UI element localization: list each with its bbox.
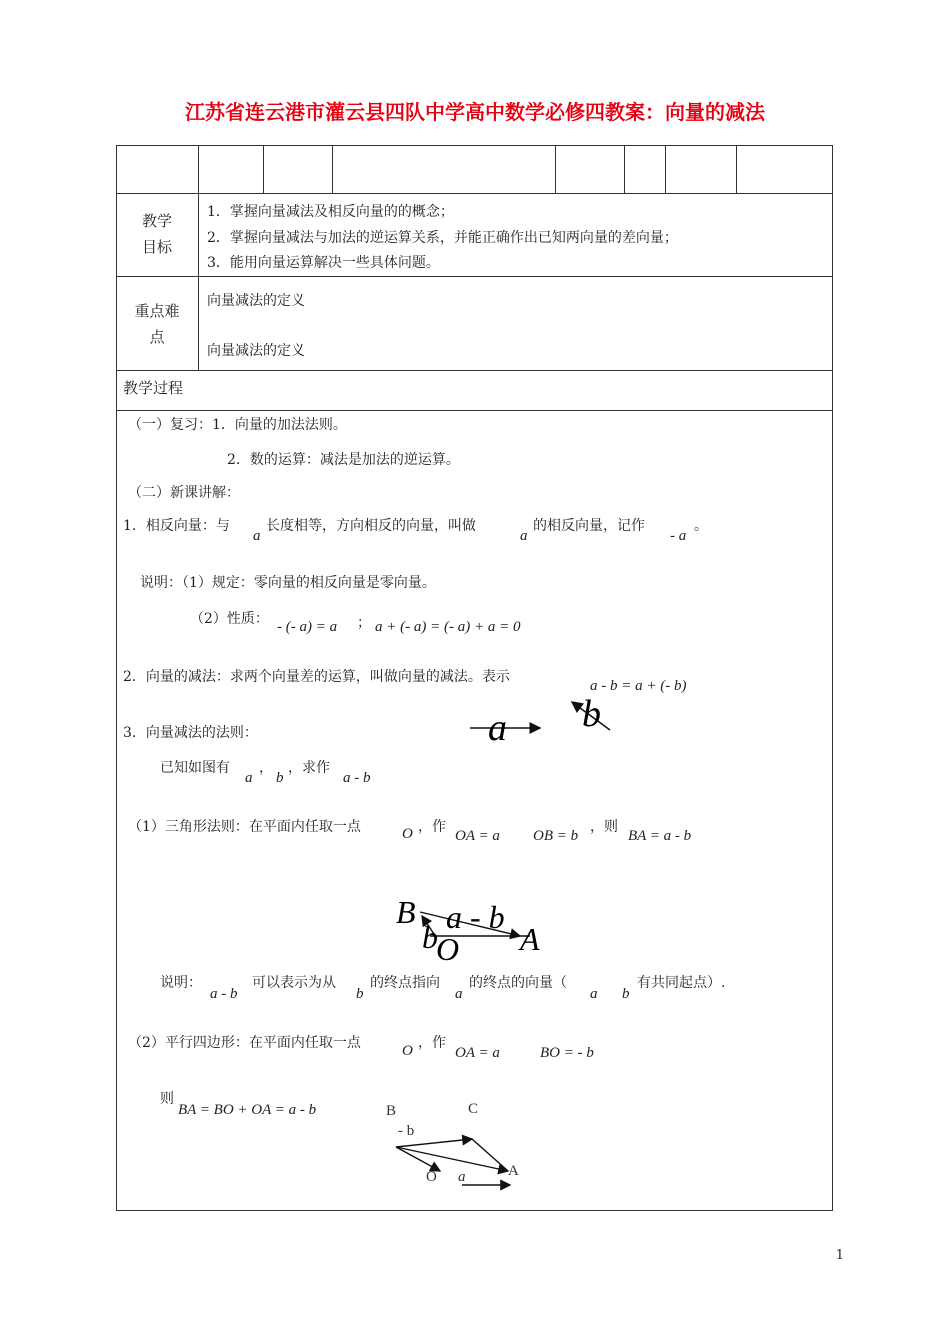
goal-item-2: 2．掌握向量减法与加法的逆运算关系，并能正确作出已知两向量的差向量；: [207, 230, 678, 246]
opposite-vector-def: 1．相反向量：与: [123, 518, 230, 534]
point-O-label: O: [436, 931, 460, 965]
symbol-a: a: [253, 528, 261, 544]
formula-ba: BA = a - b: [628, 828, 692, 844]
point-A-label: A: [520, 921, 540, 957]
parallelogram-rule-text: （2）平行四边形：在平面内任取一点: [128, 1035, 361, 1051]
formula-para-oa: OA = a: [455, 1045, 500, 1061]
neg-b-label: - b: [398, 1123, 415, 1139]
point-O-label: O: [426, 1169, 437, 1185]
document-title: 江苏省连云港市灌云县四队中学高中数学必修四教案：向量的减法: [185, 100, 765, 124]
formula-sum-zero: a + (- a) = (- a) + a = 0: [375, 619, 521, 635]
goals-label: 教学 目标: [141, 212, 172, 256]
point-C-label: C: [468, 1101, 479, 1117]
a-minus-b-label: a - b: [446, 899, 505, 935]
formula-double-negation: - (- a) = a: [277, 619, 338, 635]
process-label: 教学过程: [123, 379, 184, 397]
vector-b-label: b: [422, 919, 438, 955]
formula-para-ba: BA = BO + OA = a - b: [178, 1102, 317, 1118]
symbol-neg-a: - a: [670, 528, 687, 544]
formula-oa: OA = a: [455, 828, 500, 844]
symbol-a: a: [520, 528, 528, 544]
page-number: 1: [835, 1248, 844, 1263]
point-B-label: B: [386, 1103, 397, 1119]
goal-item-3: 3．能用向量运算解决一些具体问题。: [207, 255, 440, 271]
keypoints-label: 重点难 点: [134, 302, 180, 346]
note-property: （2）性质：: [190, 611, 269, 627]
triangle-rule-text: （1）三角形法则：在平面内任取一点: [128, 819, 361, 835]
goal-item-1: 1．掌握向量减法及相反向量的的概念；: [207, 204, 454, 220]
formula-ob: OB = b: [533, 828, 579, 844]
point-B-label: B: [396, 894, 416, 930]
subtraction-def: 2．向量的减法：求两个向量差的运算，叫做向量的减法。表示: [123, 669, 510, 685]
difficulty-text: 向量减法的定义: [207, 343, 305, 359]
review-item-2: 2．数的运算：减法是加法的逆运算。: [227, 452, 460, 468]
vector-a-label: a: [458, 1169, 466, 1185]
note-difference: 说明：: [160, 975, 202, 991]
formula-para-bo: BO = - b: [540, 1045, 594, 1061]
figure-parallelogram-rule: [380, 1095, 540, 1195]
figure-triangle-rule: [390, 890, 560, 965]
review-heading: （一）复习：1．向量的加法法则。: [128, 417, 347, 433]
key-point-text: 向量减法的定义: [207, 293, 305, 309]
point-A-label: A: [508, 1163, 519, 1179]
new-lesson-heading: （二）新课讲解：: [128, 485, 240, 501]
note-zero-vector: 说明：（1）规定：零向量的相反向量是零向量。: [140, 575, 436, 591]
formula-subtraction: a - b = a + (- b): [590, 678, 687, 694]
vector-a-label: a: [488, 707, 507, 749]
subtraction-rules-heading: 3．向量减法的法则：: [123, 725, 258, 741]
figure-vectors-a-b: [460, 690, 630, 750]
given-text: 已知如图有: [160, 760, 230, 776]
vector-b-label: b: [582, 693, 601, 735]
